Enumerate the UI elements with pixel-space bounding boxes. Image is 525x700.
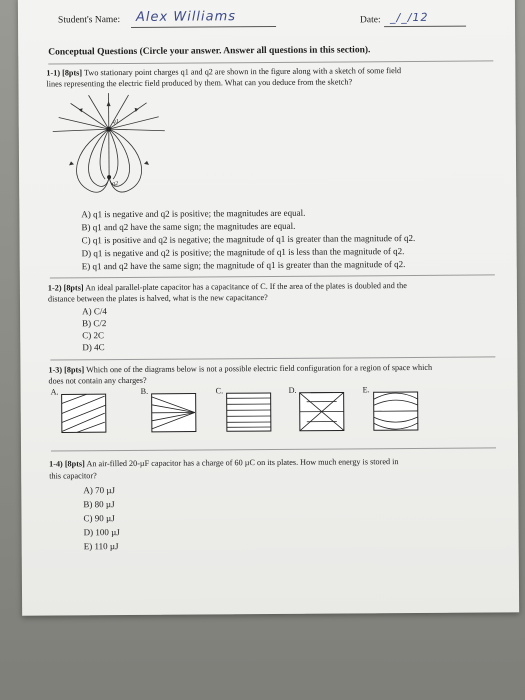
section-title: Conceptual Questions (Circle your answer. Answer all questions in this section). [48, 45, 371, 58]
q2-number: 1-2) [8pts] [47, 283, 84, 293]
date-handwritten: _/_/12 [389, 10, 429, 25]
q4-text-line1 [49, 457, 398, 468]
field-lines-figure [49, 91, 170, 204]
q3-label-c: C. [215, 386, 224, 396]
q2-divider [50, 356, 495, 360]
q1-option-c[interactable]: C) q1 is positive and q2 is negative; the magnitude of q1 is greater than the magnitude of q2. [81, 232, 416, 246]
q2-text-line2: distance between the plates is halved, what is the new capacitance? [47, 293, 268, 304]
q3-label-b: B. [140, 386, 149, 396]
q1-text1: Two stationary point charges q1 and q2 are shown in the figure along with a sketch of some field [83, 66, 402, 78]
q3-label-a: A. [50, 387, 59, 397]
q3-label-e: E. [362, 385, 370, 395]
q2-option-d[interactable]: D) 4C [82, 342, 105, 353]
q3-text-line1 [48, 363, 432, 375]
q3-text-line2: does not contain any charges? [48, 375, 147, 386]
q2-text1: An ideal parallel-plate capacitor has a capacitance of C. If the area of the plates is doubled and the [85, 281, 407, 293]
label-q2: q2 [112, 181, 119, 188]
section-divider [48, 60, 493, 64]
q3-label-d: D. [288, 385, 297, 395]
q1-option-e[interactable]: E) q1 and q2 have the same sign; the magnitude of q1 is greater than the magnitude of q2. [81, 259, 406, 272]
q1-divider [50, 274, 495, 278]
q2-text-line1 [48, 281, 407, 293]
q4-text-line2: this capacitor? [49, 471, 97, 481]
charge-q2-dot [107, 175, 111, 179]
q4-number: 1-4) [8pts] [49, 459, 85, 469]
q2-option-a[interactable]: A) C/4 [82, 306, 107, 317]
student-name-handwritten: Alex Williams [135, 9, 237, 25]
q4-option-b[interactable]: B) 80 µJ [83, 499, 115, 510]
q1-option-d[interactable]: D) q1 is negative and q2 is positive; the magnitude of q1 is less than the magnitude of q2. [81, 246, 405, 259]
q3-number: 1-3) [8pts] [48, 365, 85, 375]
q4-option-e[interactable]: E) 110 µJ [83, 541, 119, 552]
q4-option-c[interactable]: C) 90 µJ [83, 513, 115, 524]
q2-option-b[interactable]: B) C/2 [82, 318, 107, 329]
q3-diagram-b[interactable] [151, 393, 197, 433]
q1-number: 1-1) [8pts] [46, 68, 83, 78]
date-label: Date: [359, 15, 381, 26]
q3-diagram-d[interactable] [299, 391, 345, 431]
name-underline [131, 26, 276, 28]
q4-option-a[interactable]: A) 70 µJ [83, 485, 116, 496]
q2-option-c[interactable]: C) 2C [82, 330, 105, 341]
q1-option-a[interactable]: A) q1 is negative and q2 is positive; the magnitudes are equal. [81, 207, 306, 220]
q4-option-d[interactable]: D) 100 µJ [83, 527, 120, 538]
student-name-label: Student's Name: [57, 15, 121, 26]
q1-option-b[interactable]: B) q1 and q2 have the same sign; the magnitudes are equal. [81, 220, 296, 233]
date-underline [384, 26, 466, 28]
q3-diagram-c[interactable] [226, 392, 272, 432]
q1-text-line1 [46, 66, 401, 77]
q1-text-line2: lines representing the electric field produced by them. What can you deduce from the sketch? [46, 77, 353, 89]
q3-divider [51, 447, 496, 451]
worksheet-page [18, 0, 519, 616]
q4-text1: An air-filled 20-µF capacitor has a charge of 60 µC on its plates. How much energy is stored in [86, 457, 399, 469]
label-q1: q1 [112, 119, 119, 126]
q3-text1: Which one of the diagrams below is not a possible electric field configuration for a region of space which [86, 362, 433, 375]
charge-q1-dot [106, 127, 111, 132]
q3-diagram-a[interactable] [61, 393, 107, 433]
q3-diagram-e[interactable] [373, 391, 419, 431]
